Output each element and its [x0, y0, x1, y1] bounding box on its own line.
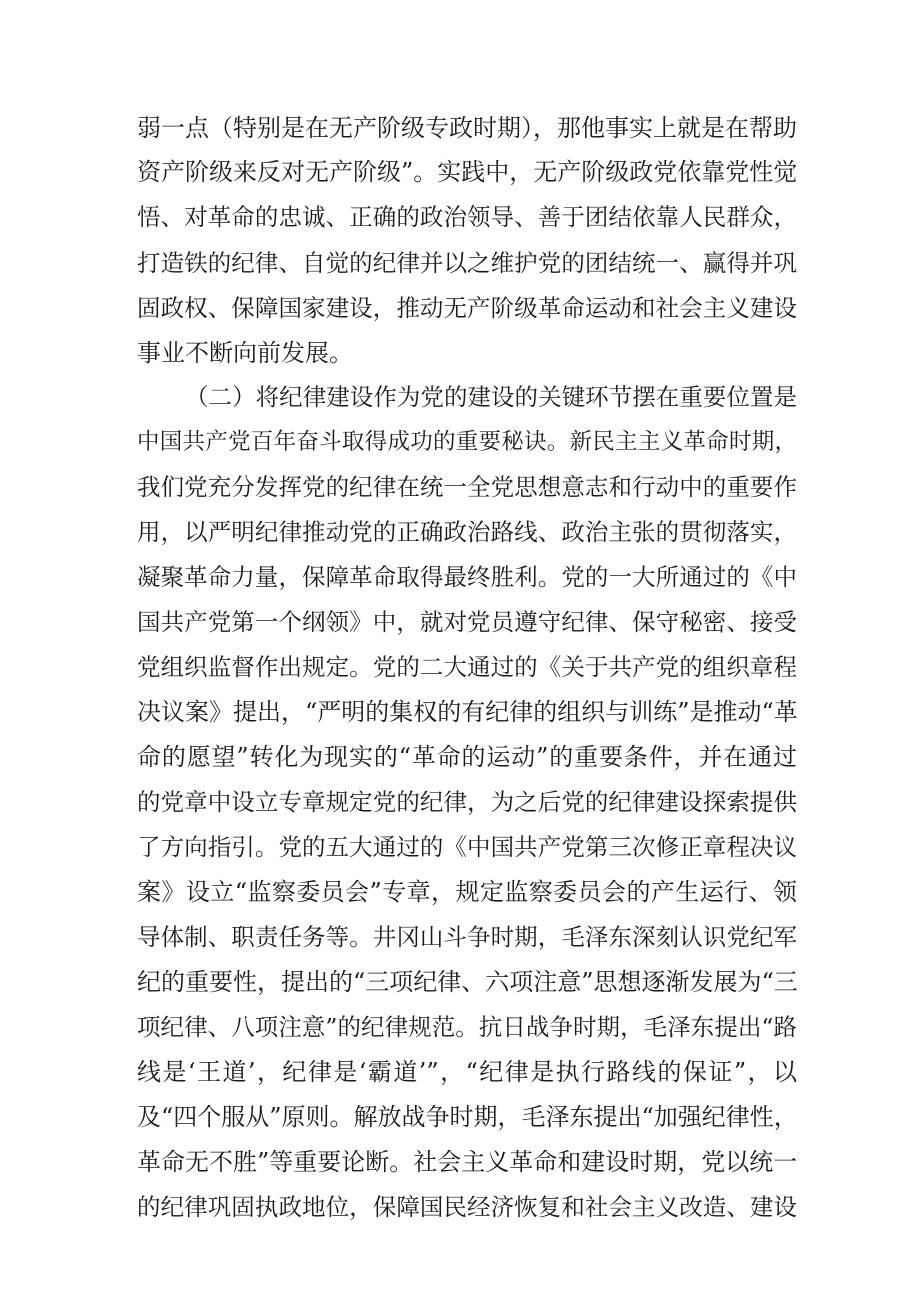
paragraph-2-line-8: 决议案》提出，“严明的集权的有纪律的组织与训练”是推动“革	[137, 698, 798, 726]
paragraph-1-line-5: 固政权、保障国家建设，推动无产阶级革命运动和社会主义建设	[137, 294, 797, 322]
paragraph-2-line-9: 命的愿望”转化为现实的“革命的运动”的重要条件，并在通过	[137, 743, 797, 771]
paragraph-1-line-6: 事业不断向前发展。	[137, 339, 353, 367]
paragraph-2-line-3: 我们党充分发挥党的纪律在统一全党思想意志和行动中的重要作	[137, 473, 797, 501]
paragraph-2-line-10: 的党章中设立专章规定党的纪律，为之后党的纪律建设探索提供	[137, 788, 797, 816]
paragraph-2-line-1: （二）将纪律建设作为党的建设的关键环节摆在重要位置是	[185, 383, 797, 411]
paragraph-1-line-3: 悟、对革命的忠诚、正确的政治领导、善于团结依靠人民群众，	[137, 203, 797, 231]
paragraph-2-line-7: 党组织监督作出规定。党的二大通过的《关于共产党的组织章程	[137, 653, 797, 681]
paragraph-1-line-2: 资产阶级来反对无产阶级”。实践中，无产阶级政党依靠党性觉	[137, 158, 798, 186]
paragraph-2-line-14: 纪的重要性，提出的“三项纪律、六项注意”思想逐渐发展为“三	[137, 968, 798, 996]
paragraph-2-line-6: 国共产党第一个纲领》中，就对党员遵守纪律、保守秘密、接受	[137, 608, 797, 636]
paragraph-2-line-4: 用，以严明纪律推动党的正确政治路线、政治主张的贯彻落实，	[137, 518, 797, 546]
paragraph-2-line-18: 革命无不胜”等重要论断。社会主义革命和建设时期，党以统一	[137, 1148, 798, 1176]
paragraph-2-line-16: 线是‘王道’，纪律是‘霸道’”，“纪律是执行路线的保证”，以	[137, 1058, 797, 1086]
paragraph-2-line-12: 案》设立“监察委员会”专章，规定监察委员会的产生运行、领	[137, 878, 797, 906]
paragraph-2-line-13: 导体制、职责任务等。井冈山斗争时期，毛泽东深刻认识党纪军	[137, 923, 797, 951]
paragraph-2-line-2: 中国共产党百年奋斗取得成功的重要秘诀。新民主主义革命时期，	[137, 429, 797, 455]
paragraph-2-line-11: 了方向指引。党的五大通过的《中国共产党第三次修正章程决议	[137, 833, 797, 861]
paragraph-2-line-17: 及“四个服从”原则。解放战争时期，毛泽东提出“加强纪律性，	[137, 1103, 798, 1131]
paragraph-2-line-15: 项纪律、八项注意”的纪律规范。抗日战争时期，毛泽东提出“路	[137, 1013, 797, 1041]
paragraph-2-line-5: 凝聚革命力量，保障革命取得最终胜利。党的一大所通过的《中	[137, 563, 797, 591]
paragraph-1-line-1: 弱一点（特别是在无产阶级专政时期），那他事实上就是在帮助	[137, 114, 797, 142]
paragraph-1-line-4: 打造铁的纪律、自觉的纪律并以之维护党的团结统一、赢得并巩	[137, 249, 797, 277]
paragraph-2-line-19: 的纪律巩固执政地位，保障国民经济恢复和社会主义改造、建设	[137, 1193, 797, 1221]
